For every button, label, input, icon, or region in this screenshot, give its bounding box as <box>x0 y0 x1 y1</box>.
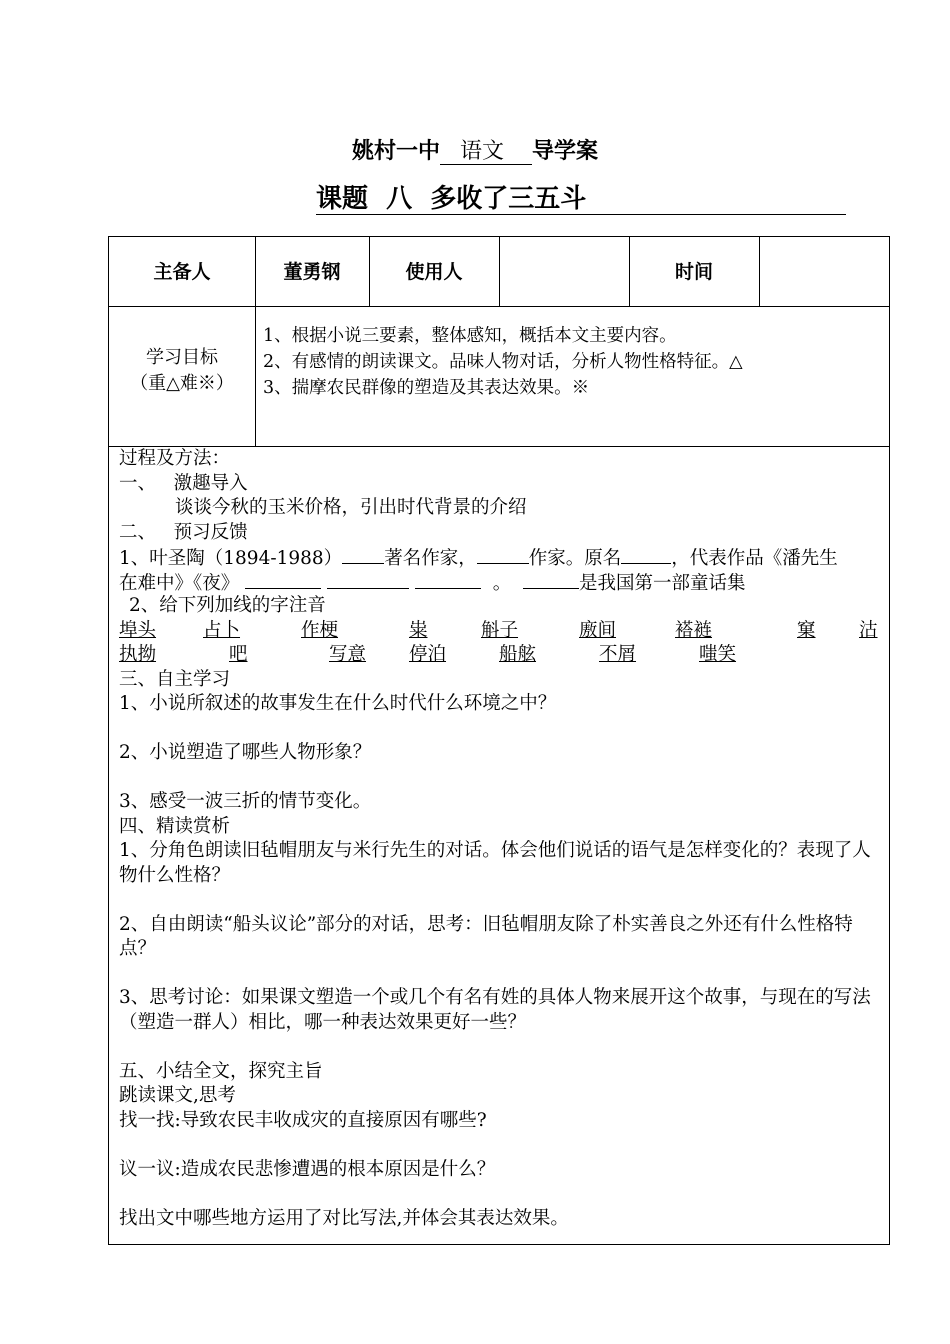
planner-label: 主备人 <box>153 261 211 283</box>
question: 2、自由朗读“船头议论”部分的对话，思考：旧毡帽朋友除了朴实善良之外还有什么性格特点？ <box>119 913 853 959</box>
char-item: 执拗 <box>119 644 157 665</box>
process-section <box>119 447 887 1231</box>
goal-item: 3、揣摩农民群像的塑造及其表达效果。※ <box>263 378 590 398</box>
planner-name: 董勇钢 <box>283 261 341 283</box>
topic-title: 八 多收了三五斗 <box>386 184 587 214</box>
char-item: 斛子 <box>481 619 519 641</box>
subject-field: 语文 <box>440 140 532 165</box>
pinyin-row1 <box>119 619 887 644</box>
char-item: 吧 <box>229 644 248 665</box>
goals-list <box>263 323 887 401</box>
user-label: 使用人 <box>405 261 463 283</box>
document-title <box>0 134 950 165</box>
question: 3、感受一波三折的情节变化。 <box>119 791 372 812</box>
blank <box>523 570 579 589</box>
task-text: 找出文中哪些地方运用了对比写法,并体会其表达效果。 <box>119 1207 569 1229</box>
goal-item: 1、根据小说三要素，整体感知，概括本文主要内容。 <box>263 326 677 346</box>
char-item: 占卜 <box>203 619 241 641</box>
lesson-plan-table <box>108 236 890 1245</box>
section-title: 一、 激趣导入 <box>119 472 248 494</box>
section-title: 二、 预习反馈 <box>119 521 248 543</box>
question: 1、小说所叙述的故事发生在什么时代什么环境之中？ <box>119 693 557 714</box>
section-title: 三、自主学习 <box>119 668 231 690</box>
task-text: 跳读课文,思考 <box>119 1085 236 1106</box>
doc-type: 导学案 <box>532 139 599 164</box>
goals-label-line2: （重△难※） <box>130 373 234 394</box>
section-text: 谈谈今秋的玉米价格，引出时代背景的介绍 <box>175 497 527 518</box>
char-item: 粜 <box>409 619 428 641</box>
section-title: 四、精读赏析 <box>119 815 231 837</box>
blank <box>327 570 409 589</box>
char-item: 停泊 <box>409 644 447 665</box>
char-item: 不屑 <box>599 644 637 665</box>
char-item: 写意 <box>329 644 367 665</box>
blank <box>415 570 481 589</box>
topic-line <box>316 184 846 215</box>
blank <box>621 545 671 564</box>
blank <box>477 545 529 564</box>
question: 3、思考讨论：如果课文塑造一个或几个有名有姓的具体人物来展开这个故事，与现在的写法（塑造一群人）相比，哪一种表达效果更好一些？ <box>119 987 871 1033</box>
blank <box>245 570 321 589</box>
section-title: 五、小结全文，探究主旨 <box>119 1060 323 1082</box>
pinyin-instruction: 2、给下列加线的字注音 <box>129 595 326 616</box>
char-item: 褡裢 <box>675 619 713 641</box>
fill-blank-line1: 1、叶圣陶（1894-1988） 著名作家， 作家。原名 ，代表作品《潘先生 <box>119 545 887 570</box>
char-item: 作梗 <box>301 619 339 641</box>
fill-blank-line2: 在难中》《夜》 。 是我国第一部童话集 <box>119 570 887 595</box>
time-label: 时间 <box>674 261 713 283</box>
question: 1、分角色朗读旧毡帽朋友与米行先生的对话。体会他们说话的语气是怎样变化的？表现了人物什么性格？ <box>119 840 871 886</box>
char-item: 埠头 <box>119 619 157 641</box>
char-item: 廒间 <box>579 619 617 641</box>
question: 2、小说塑造了哪些人物形象？ <box>119 742 372 763</box>
process-heading: 过程及方法： <box>119 448 231 469</box>
char-item: 嗤笑 <box>699 644 737 665</box>
task-text: 找一找:导致农民丰收成灾的直接原因有哪些? <box>119 1109 487 1131</box>
pinyin-row2 <box>119 643 887 668</box>
goals-label-line1: 学习目标 <box>146 347 218 368</box>
char-item: 沽 <box>859 619 878 641</box>
user-value <box>499 237 629 307</box>
goal-item: 2、有感情的朗读课文。品味人物对话，分析人物性格特征。△ <box>263 352 743 372</box>
school-name: 姚村一中 <box>351 139 440 164</box>
char-item: 船舷 <box>499 644 537 665</box>
topic-label: 课题 <box>316 184 369 214</box>
time-value <box>759 237 889 307</box>
blank <box>342 545 384 564</box>
goals-label <box>109 345 255 397</box>
char-item: 窠 <box>797 619 816 641</box>
task-text: 议一议:造成农民悲惨遭遇的根本原因是什么？ <box>119 1158 496 1180</box>
